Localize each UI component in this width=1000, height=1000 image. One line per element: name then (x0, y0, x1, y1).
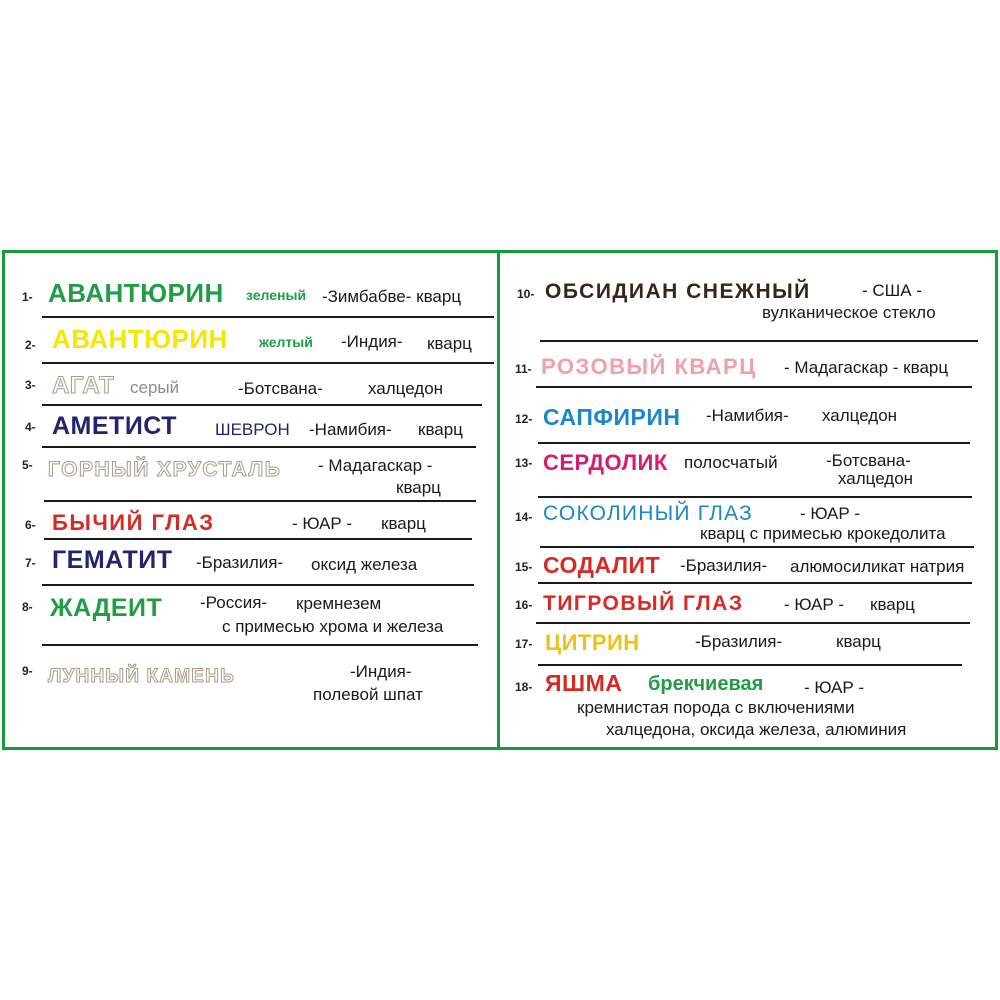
stone-type: кварц (418, 420, 463, 439)
stone-name: БЫЧИЙ ГЛАЗ (52, 510, 215, 535)
stone-variety: ШЕВРОН (215, 420, 290, 439)
divider (538, 582, 972, 584)
entry-number: 7- (25, 556, 36, 570)
stone-origin: - ЮАР - (292, 514, 353, 533)
stone-variety: желтый (259, 334, 313, 350)
entry-number: 6- (25, 518, 36, 532)
stone-variety: зеленый (246, 287, 307, 303)
entry-number: 4- (25, 420, 36, 434)
stone-type: кварц (836, 632, 881, 651)
divider (538, 442, 970, 444)
stone-type: вулканическое стекло (762, 303, 936, 322)
stone-name: ТИГРОВЫЙ ГЛАЗ (543, 592, 744, 615)
stone-name: АВАНТЮРИН (48, 278, 224, 308)
entry-number: 5- (22, 458, 33, 472)
stone-type: халцедон (368, 379, 444, 398)
divider (540, 340, 978, 342)
stone-name: ЯШМА (545, 670, 623, 696)
stone-origin: -Ботсвана- (238, 379, 323, 398)
divider (536, 386, 972, 388)
stone-name: САПФИРИН (543, 404, 681, 430)
stone-origin: - ЮАР - (804, 678, 865, 697)
stone-type: кварц с примесью крокедолита (700, 524, 946, 543)
stone-name: СОДАЛИТ (543, 552, 661, 578)
entry-number: 14- (515, 510, 533, 524)
stone-name: ЛУННЫЙ КАМЕНЬ (48, 666, 235, 687)
stone-origin: -Бразилия- (680, 556, 768, 575)
stone-type: кварц (427, 334, 472, 353)
stone-type: кварц (381, 514, 426, 533)
entry-number: 18- (515, 680, 533, 694)
entry-number: 12- (515, 412, 533, 426)
divider (42, 584, 474, 586)
divider (42, 316, 494, 318)
entry-number: 1- (22, 290, 33, 304)
entry-number: 15- (515, 560, 533, 574)
entry-number: 11- (515, 362, 532, 376)
stone-origin: -Индия- (341, 332, 403, 351)
entry-number: 17- (515, 637, 533, 651)
stone-origin: -Бразилия- (196, 553, 284, 572)
entry-number: 3- (25, 378, 36, 392)
stone-origin: -Индия- (350, 662, 412, 681)
stone-name: РОЗОВЫЙ КВАРЦ (541, 354, 757, 379)
stone-origin: - Мадагаскар - кварц (784, 358, 949, 377)
entry-number: 2- (25, 338, 36, 352)
entry-number: 13- (515, 456, 533, 470)
divider (538, 496, 972, 498)
divider (44, 538, 472, 540)
divider (44, 500, 476, 502)
stone-name: ЦИТРИН (545, 630, 640, 655)
stone-name: ОБСИДИАН СНЕЖНЫЙ (545, 280, 811, 303)
stone-composition: с примесью хрома и железа (222, 617, 444, 636)
entry-number: 16- (515, 598, 533, 612)
stone-type: халцедон (822, 406, 898, 425)
stone-variety: серый (130, 378, 180, 397)
stone-origin: - США - (862, 281, 922, 300)
stone-composition: халцедона, оксида железа, алюминия (606, 720, 907, 739)
stone-variety: полосчатый (684, 453, 778, 472)
stone-origin: - ЮАР - (800, 504, 861, 523)
stone-type: халцедон (838, 469, 914, 488)
stone-type: полевой шпат (313, 685, 423, 704)
stone-name: СЕРДОЛИК (543, 450, 668, 475)
stone-type: кварц (396, 478, 441, 497)
divider (536, 622, 970, 624)
stone-name: АГАТ (52, 372, 115, 399)
stone-origin: -Ботсвана- (826, 451, 911, 470)
stone-origin: -Россия- (200, 593, 268, 612)
stone-name: ГЕМАТИТ (52, 546, 173, 574)
stone-type: алюмосиликат натрия (790, 557, 965, 576)
stone-origin: -Зимбабве- кварц (322, 287, 462, 306)
divider (42, 446, 476, 448)
divider (42, 644, 478, 646)
stone-name: АМЕТИСТ (52, 412, 177, 440)
stone-type: кремнистая порода с включениями (577, 698, 855, 717)
stone-variety: брекчиевая (648, 673, 764, 695)
stone-origin: - Мадагаскар - (318, 456, 433, 475)
stone-origin: -Бразилия- (695, 632, 783, 651)
stone-name: ГОРНЫЙ ХРУСТАЛЬ (48, 458, 282, 481)
stone-origin: - ЮАР - (784, 595, 845, 614)
divider (538, 664, 962, 666)
stone-origin: -Намибия- (309, 420, 392, 439)
stone-type: кремнезем (296, 594, 382, 613)
divider (42, 362, 494, 364)
entry-number: 8- (22, 600, 33, 614)
entry-number: 9- (22, 664, 33, 678)
stone-name: АВАНТЮРИН (52, 324, 228, 354)
entry-number: 10- (517, 287, 535, 301)
divider (42, 404, 482, 406)
stone-type: оксид железа (311, 555, 418, 574)
stone-origin: -Намибия- (706, 406, 789, 425)
stone-type: кварц (870, 595, 915, 614)
divider (540, 546, 974, 548)
stone-name: СОКОЛИНЫЙ ГЛАЗ (543, 502, 753, 525)
stone-name: ЖАДЕИТ (50, 594, 163, 622)
